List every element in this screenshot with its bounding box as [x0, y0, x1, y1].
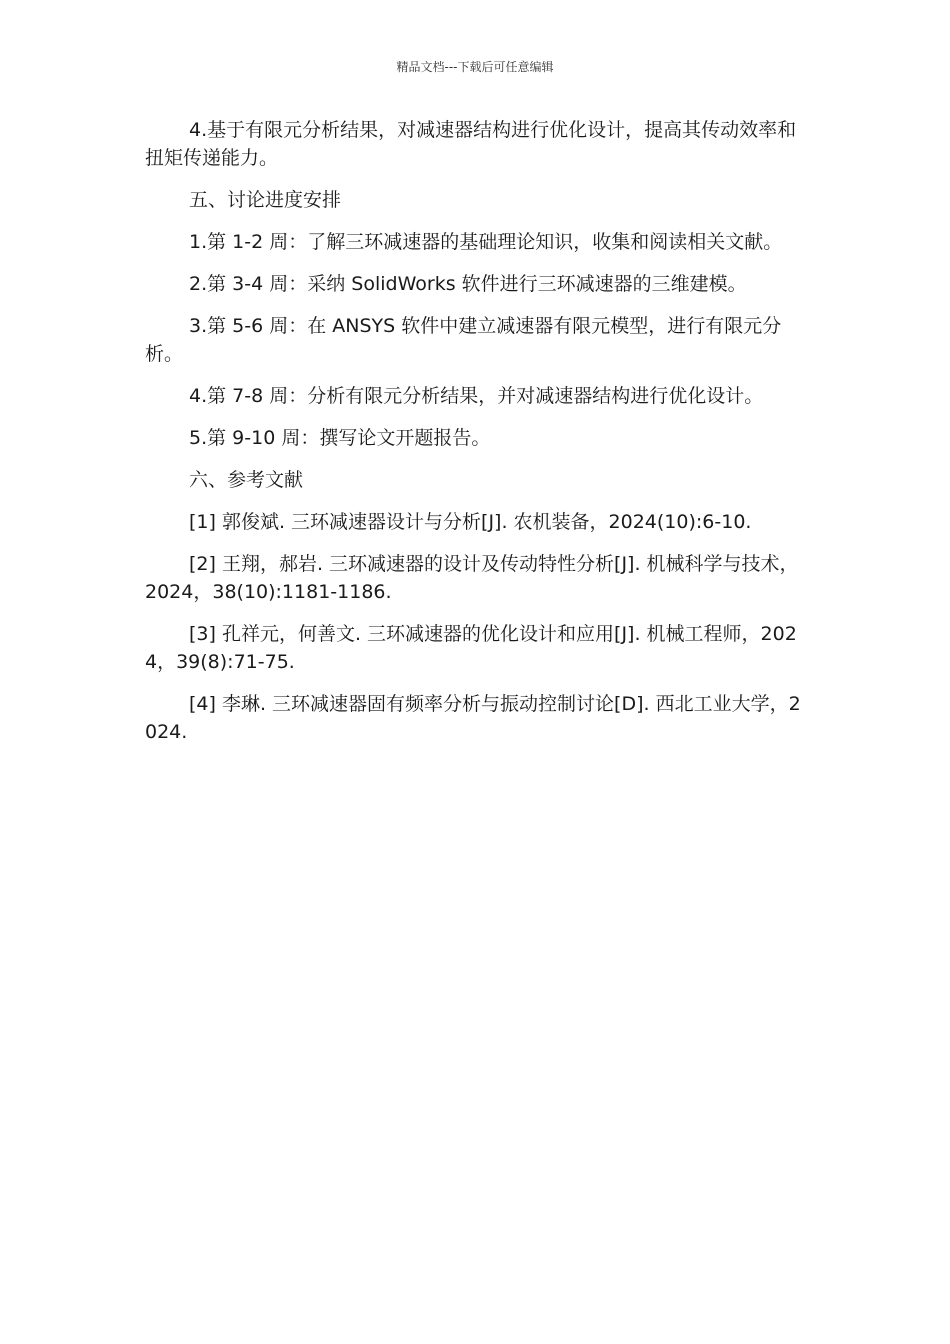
page-header: 精品文档---下载后可任意编辑 [396, 60, 554, 74]
reference-item-4: [4] 李琳. 三环减速器固有频率分析与振动控制讨论[D]. 西北工业大学，2024. [145, 693, 801, 743]
schedule-item-4: 4.第 7-8 周：分析有限元分析结果，并对减速器结构进行优化设计。 [189, 385, 764, 407]
reference-item-1: [1] 郭俊斌. 三环减速器设计与分析[J]. 农机装备，2024(10):6-10. [189, 511, 752, 533]
document-body [145, 116, 809, 760]
reference-item-3: [3] 孔祥元，何善文. 三环减速器的优化设计和应用[J]. 机械工程师，2024，39(8):71-75. [145, 623, 797, 673]
section-heading-schedule: 五、讨论进度安排 [189, 189, 342, 211]
reference-item-2: [2] 王翔，郝岩. 三环减速器的设计及传动特性分析[J]. 机械科学与技术，2024，38(10):1181-1186. [145, 553, 799, 603]
schedule-item-5: 5.第 9-10 周：撰写论文开题报告。 [189, 427, 491, 449]
section-heading-references: 六、参考文献 [189, 469, 304, 491]
schedule-item-2: 2.第 3-4 周：采纳 SolidWorks 软件进行三环减速器的三维建模。 [189, 273, 747, 295]
schedule-item-3: 3.第 5-6 周：在 ANSYS 软件中建立减速器有限元模型，进行有限元分析。 [145, 315, 782, 365]
schedule-item-1: 1.第 1-2 周：了解三环减速器的基础理论知识，收集和阅读相关文献。 [189, 231, 783, 253]
paragraph-objective-4: 4.基于有限元分析结果，对减速器结构进行优化设计，提高其传动效率和扭矩传递能力。 [145, 119, 797, 169]
